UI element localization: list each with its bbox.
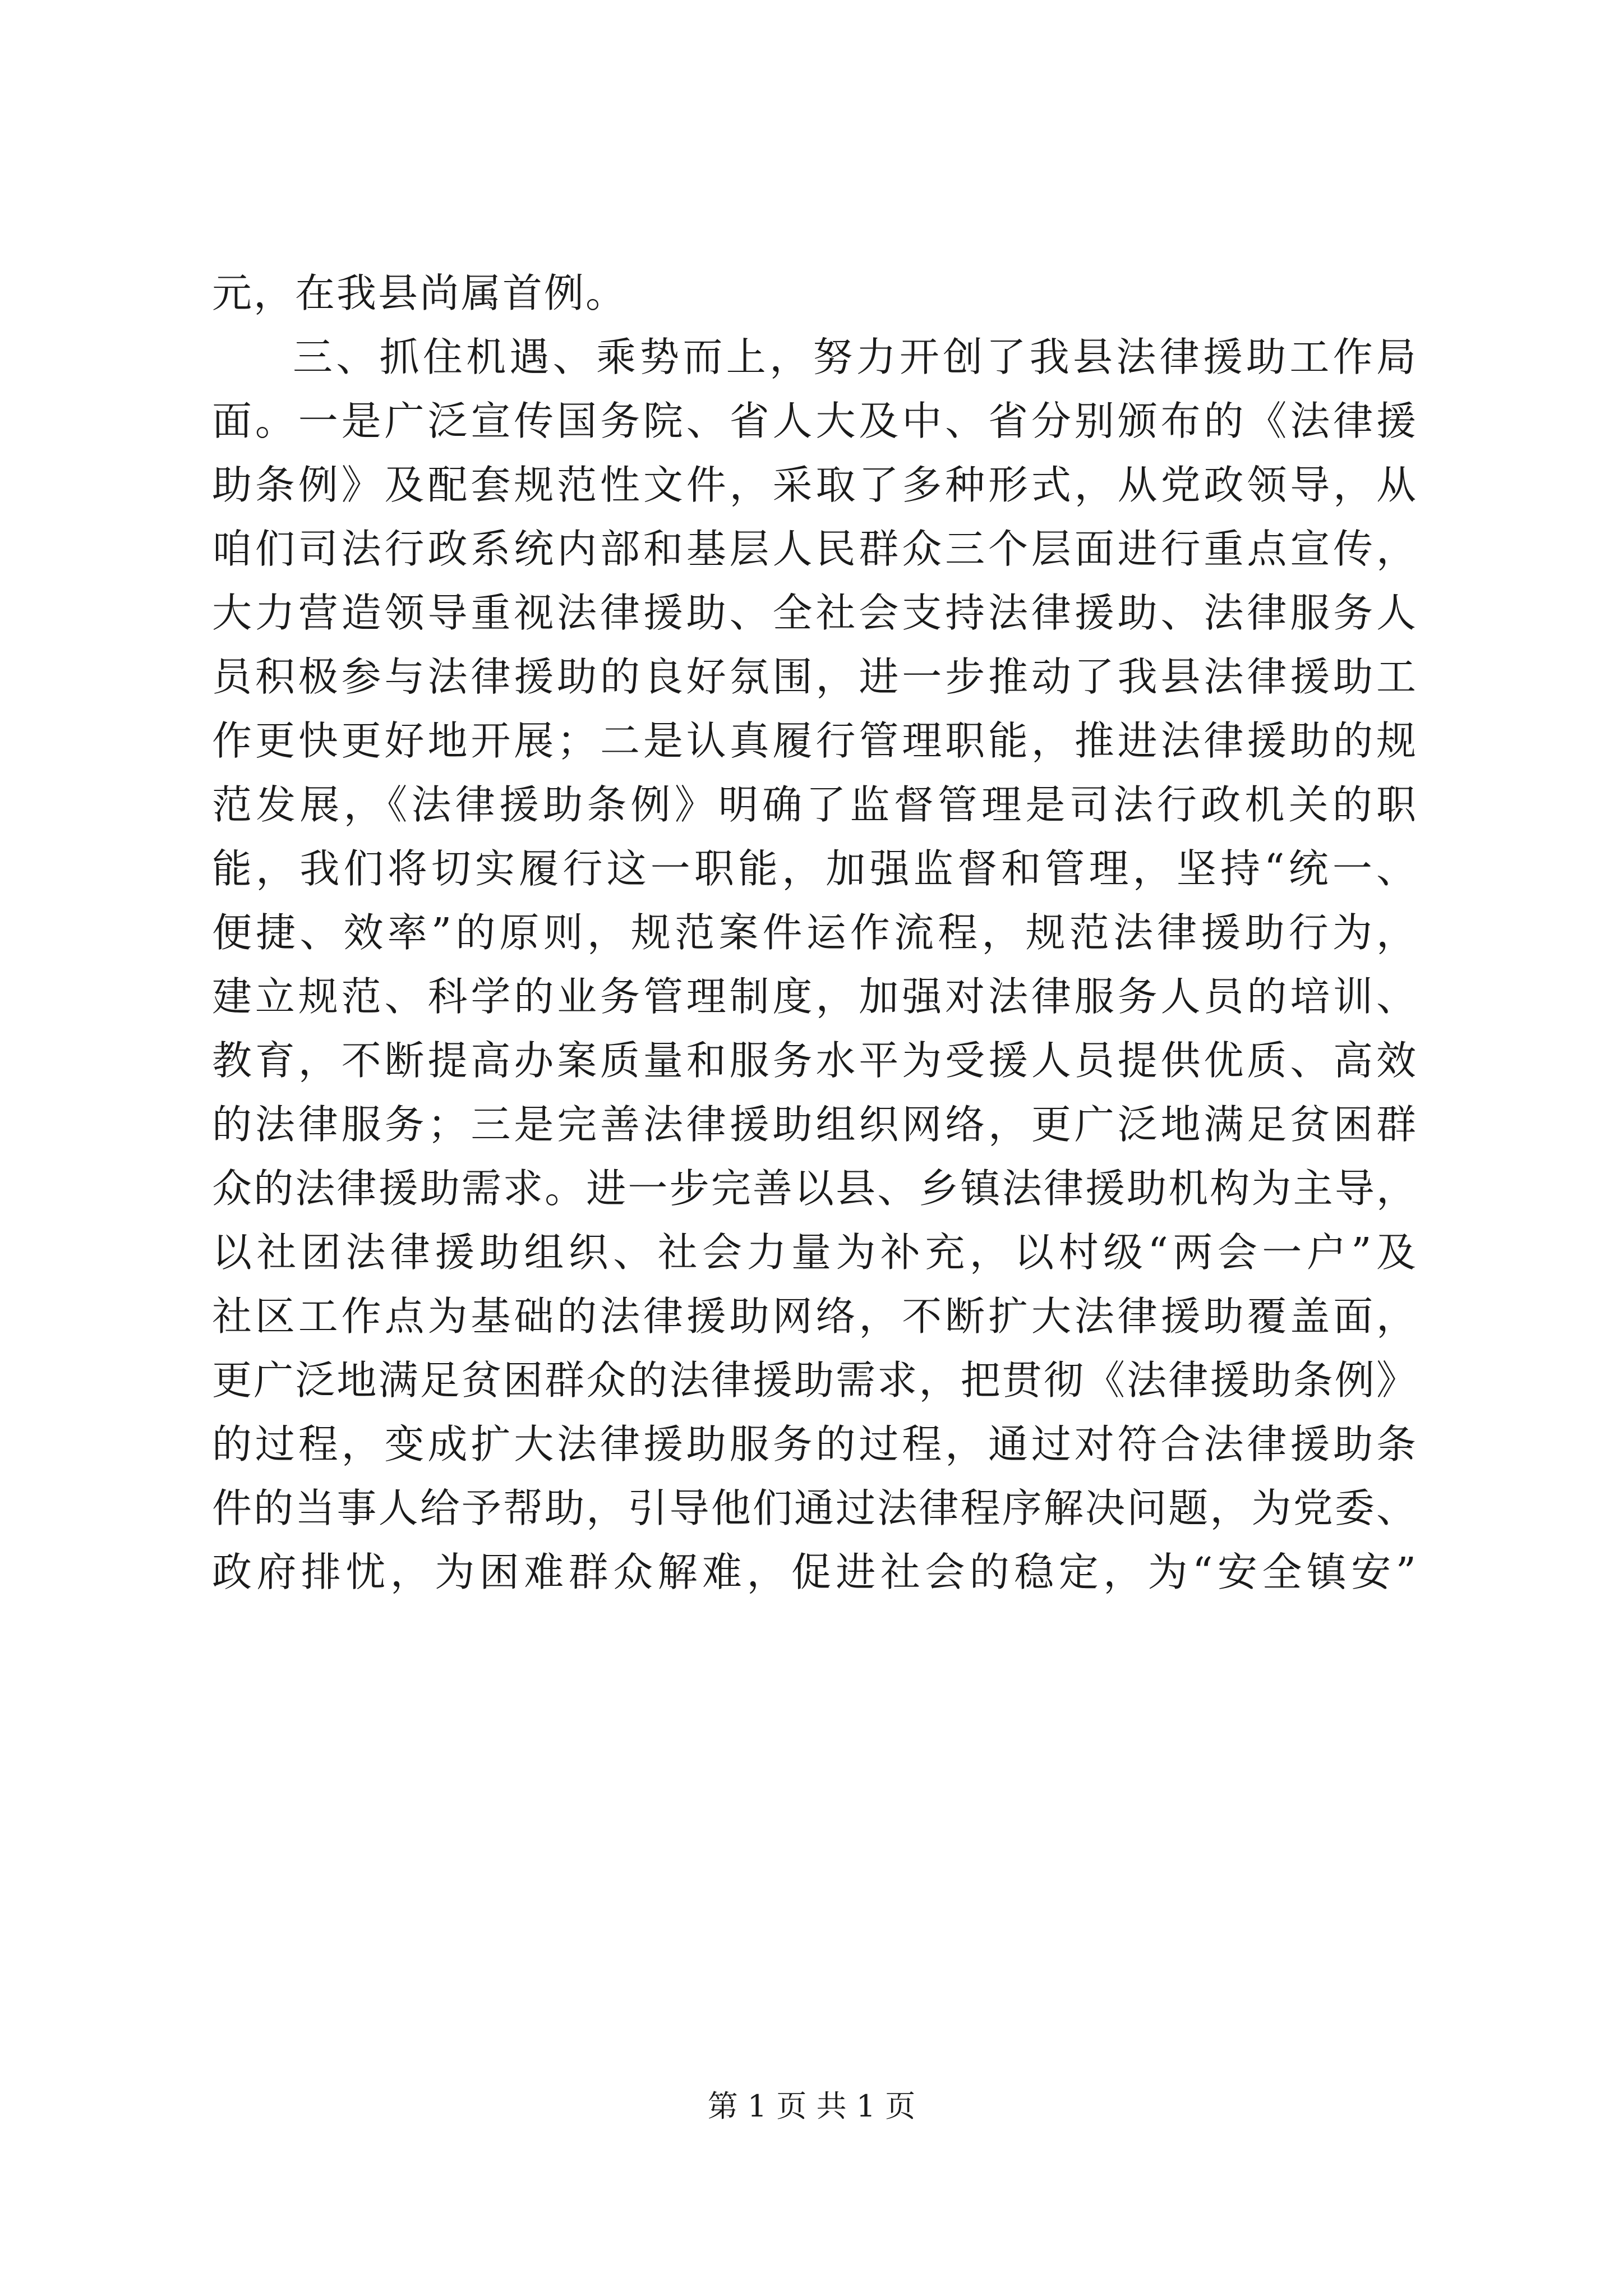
text-line: 更广泛地满足贫困群众的法律援助需求，把贯彻《法律援助条例》 (212, 1357, 1418, 1404)
text-line: 便捷、效率”的原则，规范案件运作流程，规范法律援助行为， (212, 909, 1418, 956)
text-line: 员积极参与法律援助的良好氛围，进一步推动了我县法律援助工 (212, 654, 1418, 700)
text-line: 助条例》及配套规范性文件，采取了多种形式，从党政领导，从 (212, 462, 1418, 508)
text-line: 能，我们将切实履行这一职能，加强监督和管理，坚持“统一、 (212, 845, 1418, 892)
page-footer (0, 2087, 1623, 2126)
text-line: 元，在我县尚属首例。 (212, 270, 628, 316)
text-line: 咱们司法行政系统内部和基层人民群众三个层面进行重点宣传， (212, 526, 1418, 572)
text-line: 建立规范、科学的业务管理制度，加强对法律服务人员的培训、 (212, 973, 1418, 1020)
text-line: 教育，不断提高办案质量和服务水平为受援人员提供优质、高效 (212, 1037, 1418, 1084)
text-line: 以社团法律援助组织、社会力量为补充，以村级“两会一户”及 (212, 1229, 1418, 1276)
text-line: 的过程，变成扩大法律援助服务的过程，通过对符合法律援助条 (212, 1421, 1418, 1467)
text-line: 三、抓住机遇、乘势而上，努力开创了我县法律援助工作局 (293, 334, 1418, 380)
text-line: 社区工作点为基础的法律援助网络，不断扩大法律援助覆盖面， (212, 1293, 1418, 1340)
text-line: 作更快更好地开展；二是认真履行管理职能，推进法律援助的规 (212, 717, 1418, 764)
text-line: 大力营造领导重视法律援助、全社会支持法律援助、法律服务人 (212, 590, 1418, 636)
page-number-label: 第 1 页 共 1 页 (707, 2088, 916, 2124)
body-text (212, 261, 1418, 1604)
text-line: 的法律服务；三是完善法律援助组织网络，更广泛地满足贫困群 (212, 1101, 1418, 1148)
text-line: 面。一是广泛宣传国务院、省人大及中、省分别颁布的《法律援 (212, 398, 1418, 444)
text-line: 件的当事人给予帮助，引导他们通过法律程序解决问题，为党委、 (212, 1485, 1418, 1531)
text-line: 政府排忧，为困难群众解难，促进社会的稳定，为“安全镇安” (212, 1549, 1418, 1595)
text-line: 众的法律援助需求。进一步完善以县、乡镇法律援助机构为主导， (212, 1165, 1418, 1212)
text-line: 范发展，《法律援助条例》明确了监督管理是司法行政机关的职 (212, 781, 1418, 828)
